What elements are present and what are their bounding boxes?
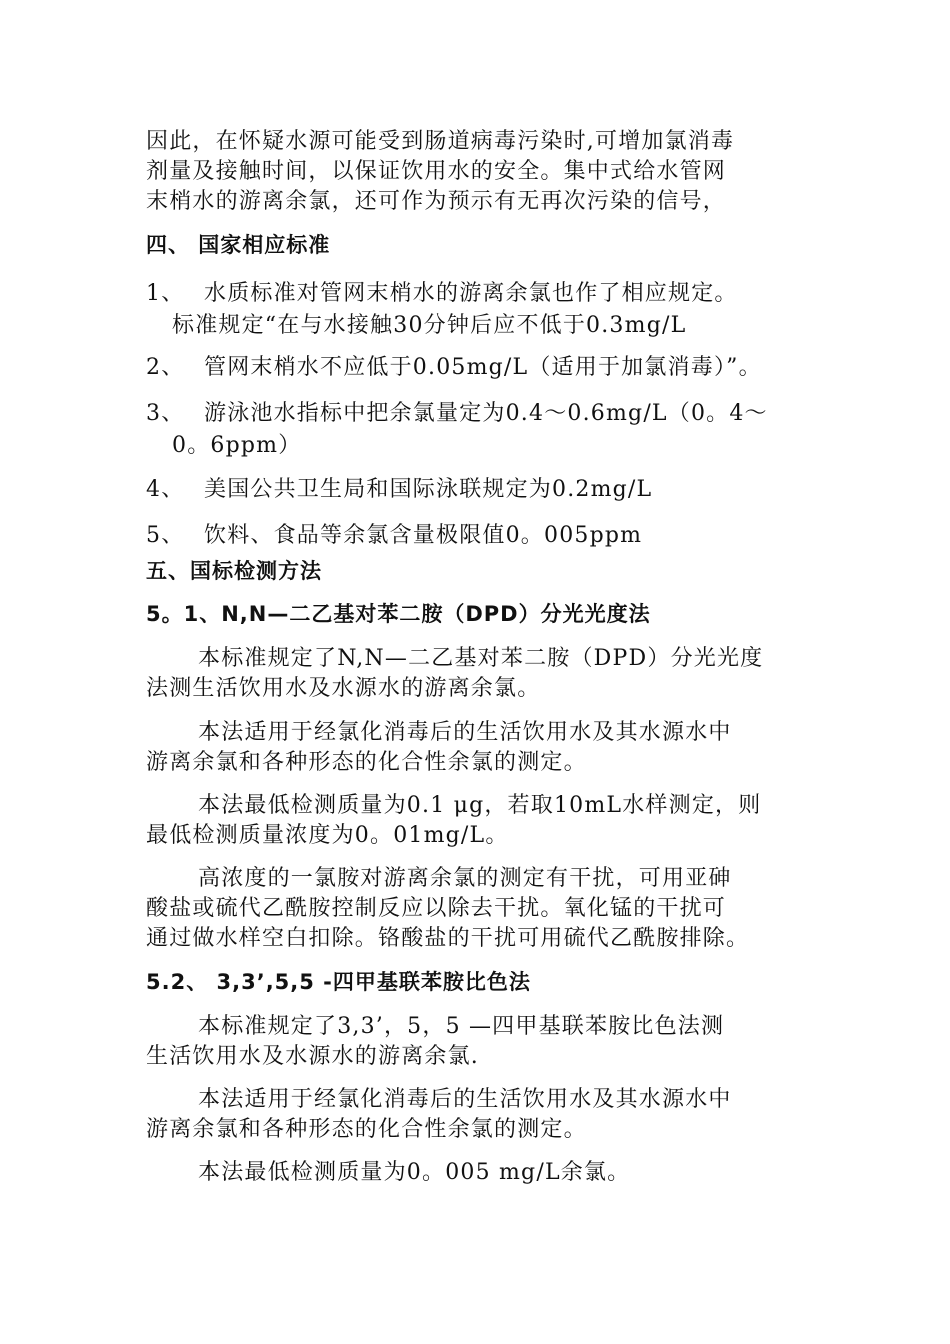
subsection-heading: 5.2、 3,3’,5,5 -四甲基联苯胺比色法	[146, 970, 531, 994]
list-text-continued: 标准规定“在与水接触30分钟后应不低于0.3mg/L	[172, 313, 687, 338]
list-number: 3、	[146, 401, 185, 426]
paragraph	[146, 1012, 826, 1072]
list-text: 管网末梢水不应低于0.05mg/L（适用于加氯消毒）”。	[204, 355, 762, 380]
text-line: 剂量及接触时间，以保证饮用水的安全。集中式给水管网	[146, 159, 727, 184]
list-number: 4、	[146, 477, 185, 502]
list-number: 5、	[146, 523, 185, 548]
subsection-heading: 5。1、N,N—二乙基对苯二胺（DPD）分光光度法	[146, 602, 651, 626]
text-line: 游离余氯和各种形态的化合性余氯的测定。	[146, 750, 587, 775]
paragraph	[146, 1085, 826, 1145]
text-line: 生活饮用水及水源水的游离余氯.	[146, 1044, 479, 1069]
text-line: 最低检测质量浓度为0。01mg/L。	[146, 823, 509, 848]
list-text: 游泳池水指标中把余氯量定为0.4～0.6mg/L（0。4～	[204, 401, 768, 426]
text-line: 本法适用于经氯化消毒后的生活饮用水及其水源水中	[198, 1087, 732, 1112]
text-line: 通过做水样空白扣除。铬酸盐的干扰可用硫代乙酰胺排除。	[146, 926, 750, 951]
text-line: 末梢水的游离余氯，还可作为预示有无再次污染的信号，	[146, 189, 727, 214]
paragraph	[146, 1158, 826, 1188]
text-line: 本标准规定了N,N—二乙基对苯二胺（DPD）分光光度	[198, 646, 764, 671]
intro-paragraph	[146, 127, 826, 217]
paragraph	[146, 644, 826, 704]
section-heading: 五、国标检测方法	[146, 559, 322, 583]
list-text: 饮料、食品等余氯含量极限值0。005ppm	[204, 523, 643, 548]
list-text: 水质标准对管网末梢水的游离余氯也作了相应规定。	[204, 281, 738, 306]
text-line: 本法最低检测质量为0。005 mg/L余氯。	[198, 1160, 631, 1185]
list-text: 美国公共卫生局和国际泳联规定为0.2mg/L	[204, 477, 653, 502]
paragraph	[146, 864, 826, 954]
text-line: 游离余氯和各种形态的化合性余氯的测定。	[146, 1117, 587, 1142]
text-line: 酸盐或硫代乙酰胺控制反应以除去干扰。氧化锰的干扰可	[146, 896, 727, 921]
list-text-continued: 0。6ppm）	[172, 433, 302, 458]
text-line: 高浓度的一氯胺对游离余氯的测定有干扰，可用亚砷	[198, 866, 732, 891]
text-line: 因此，在怀疑水源可能受到肠道病毒污染时,可增加氯消毒	[146, 129, 735, 154]
list-number: 2、	[146, 355, 185, 380]
text-line: 本法适用于经氯化消毒后的生活饮用水及其水源水中	[198, 720, 732, 745]
paragraph	[146, 718, 826, 778]
text-line: 本标准规定了3,3’，5，5 —四甲基联苯胺比色法测	[198, 1014, 725, 1039]
section-heading: 四、 国家相应标准	[146, 233, 331, 257]
text-line: 本法最低检测质量为0.1 μg，若取10mL水样测定，则	[198, 793, 762, 818]
text-line: 法测生活饮用水及水源水的游离余氯。	[146, 676, 541, 701]
list-number: 1、	[146, 281, 185, 306]
paragraph	[146, 791, 826, 851]
